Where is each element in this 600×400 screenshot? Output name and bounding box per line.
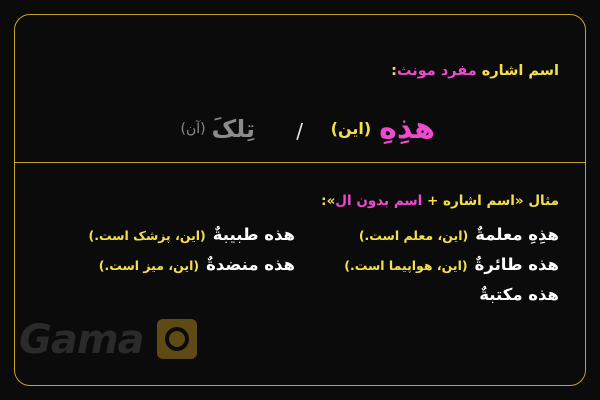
section-subtitle-suffix: »: [321,193,336,209]
example-persian: (این، میز است.) [98,257,200,273]
example-arabic: هذه طبيبةٌ [212,225,295,245]
demonstrative-alt-persian: (آن) [180,121,206,137]
example-persian: (این، هواپیما است.) [344,257,468,273]
demonstrative-main-arabic: هذِهِ [379,111,435,146]
example-persian: (این، پزشک است.) [88,227,206,243]
section-subtitle [321,193,559,209]
example-item [45,255,295,276]
example-item [309,255,559,276]
slide-frame [14,14,586,386]
page-title-suffix: : [391,63,397,79]
example-persian: (این، معلم است.) [358,227,469,243]
examples-column-right [309,225,559,314]
demonstrative-row [15,111,585,161]
page-title-prefix: اسم اشاره [476,63,559,79]
demonstrative-main-persian: (این) [330,119,372,138]
watermark-badge-ring [165,327,189,351]
example-item [309,285,559,306]
section-subtitle-prefix: مثال «اسم اشاره + [422,193,559,209]
example-arabic: هذه مكتبةٌ [479,284,559,304]
demonstrative-alt-arabic: تِلکَ [211,115,255,143]
demonstrative-alt [181,115,256,143]
page-title-highlight: مفرد مونث [396,63,477,79]
watermark-text: Gama [19,317,144,363]
watermark-badge-icon [157,319,197,359]
example-item [45,225,295,246]
page-title [391,63,559,79]
example-arabic: هذه منضدةٌ [206,255,295,274]
example-arabic: هذِهِ معلمةٌ [475,225,559,245]
example-arabic: هذه طائرةٌ [474,255,559,274]
example-item [309,225,559,246]
demonstrative-main [331,111,435,146]
demonstrative-separator: / [296,119,303,143]
examples-column-left [45,225,295,285]
watermark [19,313,205,367]
header-section [15,15,585,163]
section-subtitle-highlight: اسم بدون ال [335,193,423,209]
